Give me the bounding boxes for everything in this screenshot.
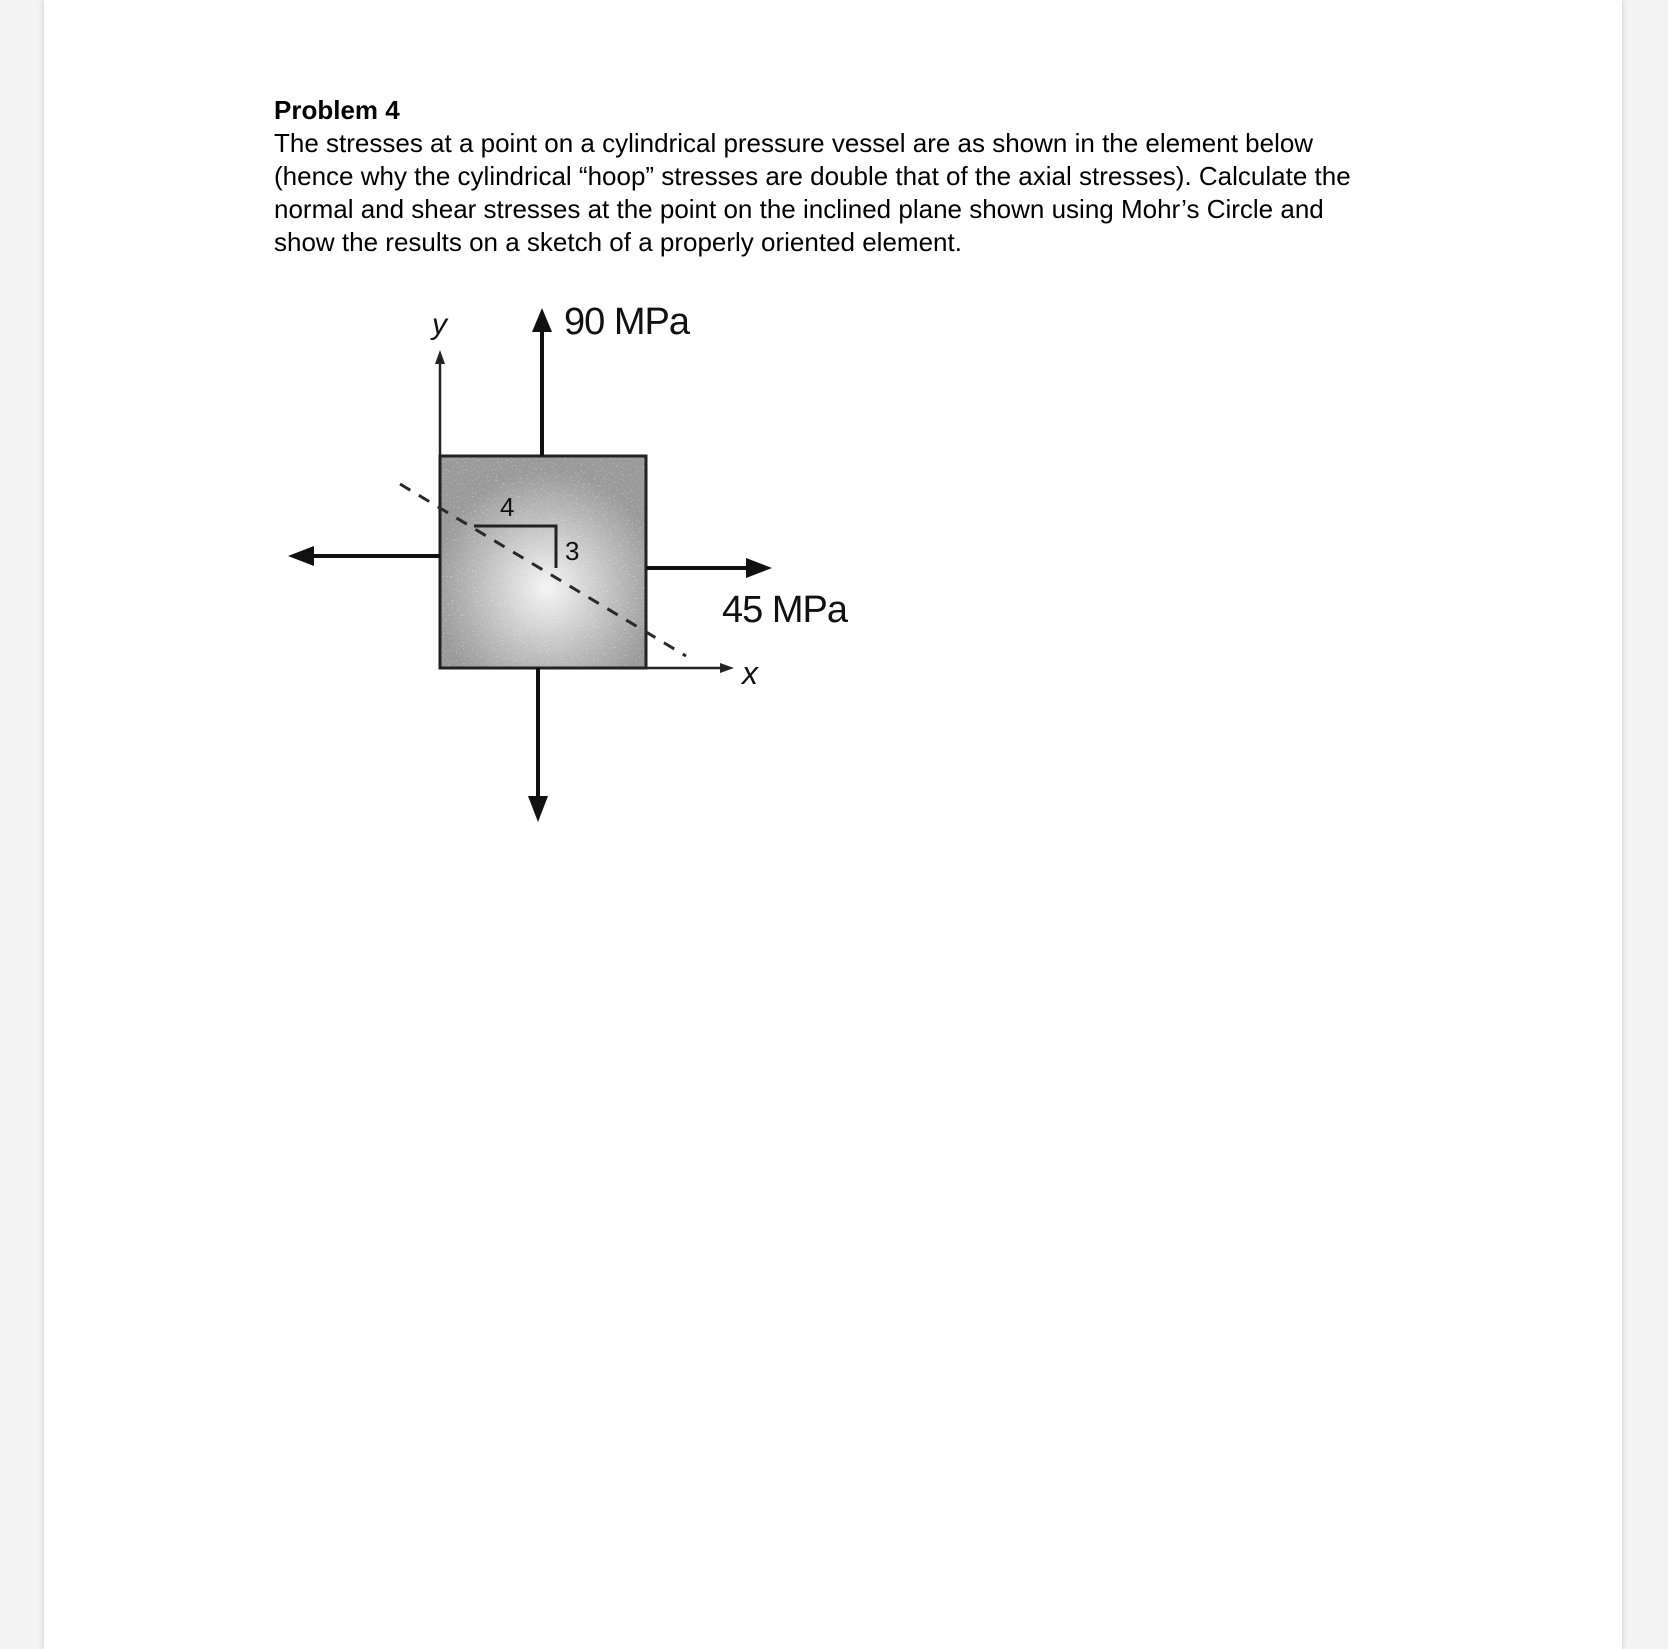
y-axis-arrowhead — [435, 350, 445, 364]
horizontal-stress-arrowhead-left — [288, 546, 314, 566]
stress-element-figure — [274, 300, 894, 860]
horizontal-stress-arrowhead-right — [746, 558, 772, 578]
x-axis-arrowhead — [720, 663, 734, 673]
problem-block — [274, 94, 1474, 259]
element-highlight — [440, 456, 646, 668]
problem-statement-line: The stresses at a point on a cylindrical pressure vessel are as shown in the element below — [274, 128, 1314, 158]
problem-statement-line: normal and shear stresses at the point on the inclined plane shown using Mohr’s Circle and — [274, 194, 1324, 224]
vertical-stress-label: 90 MPa — [564, 301, 689, 343]
y-axis-label: y — [432, 308, 447, 341]
problem-statement-line: show the results on a sketch of a properly oriented element. — [274, 227, 962, 257]
vertical-stress-arrowhead-down — [528, 796, 548, 822]
problem-statement-line: (hence why the cylindrical “hoop” stresses are double that of the axial stresses). Calculate the — [274, 161, 1351, 191]
stress-element — [440, 456, 646, 668]
vertical-stress-arrowhead-up — [532, 308, 552, 332]
problem-statement — [274, 127, 1474, 259]
x-axis-label: x — [742, 655, 758, 691]
horizontal-stress-label: 45 MPa — [722, 589, 847, 631]
stress-element-diagram — [274, 300, 894, 860]
problem-title: Problem 4 — [274, 95, 400, 125]
slope-rise-label: 3 — [565, 536, 580, 566]
slope-run-label: 4 — [500, 492, 515, 522]
document-page — [44, 0, 1622, 1649]
